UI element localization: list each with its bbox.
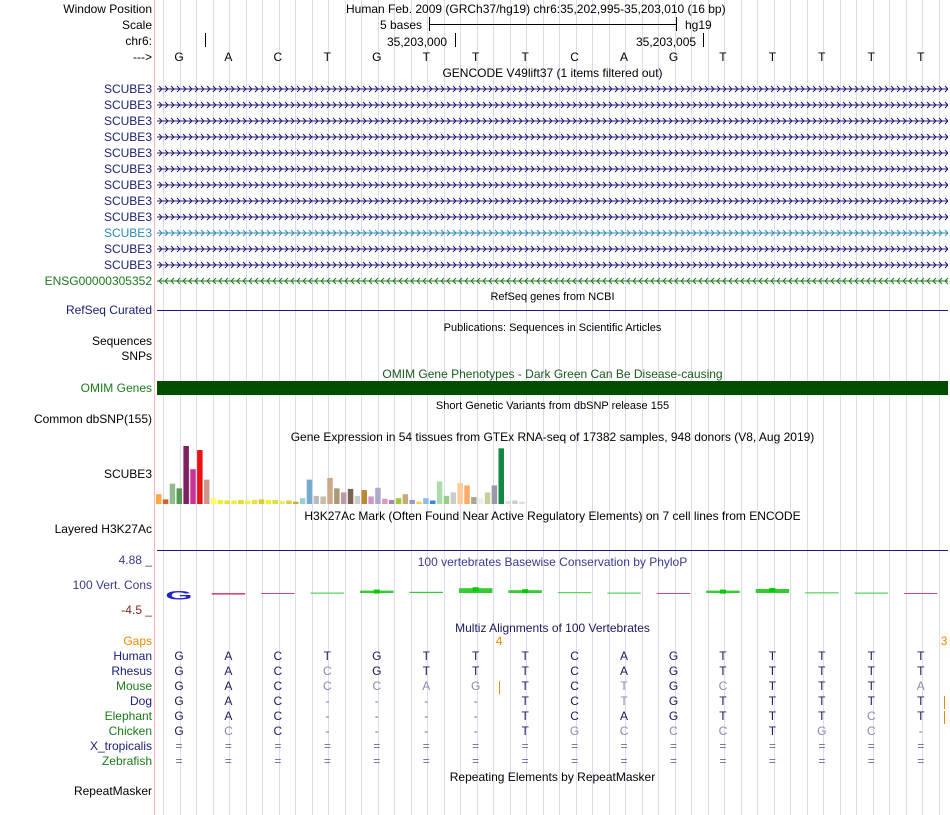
alignment-base: C	[372, 679, 382, 693]
alignment-base: G	[372, 649, 382, 663]
alignment-base: -	[374, 709, 379, 723]
alignment-base: C	[619, 724, 629, 738]
insertion-mark	[944, 696, 945, 709]
gtex-bar[interactable]	[396, 498, 402, 504]
alignment-base: T	[719, 694, 727, 708]
alignment-base: =	[571, 739, 579, 753]
alignment-base: T	[818, 694, 826, 708]
alignment-base: G	[668, 649, 679, 663]
sequence-base: T	[323, 50, 332, 64]
alignment-base: T	[472, 649, 480, 663]
gtex-bar[interactable]	[451, 492, 457, 504]
cons-marker	[473, 587, 479, 591]
alignment-base: C	[273, 679, 283, 693]
alignment-base: -	[424, 694, 429, 708]
gaps-label: Gaps	[123, 634, 152, 648]
alignment-base: =	[472, 754, 480, 768]
gencode-transcript[interactable]	[157, 115, 948, 127]
alignment-base: G	[174, 679, 184, 693]
gtex-bar[interactable]	[320, 496, 326, 504]
gencode-transcript[interactable]	[157, 275, 948, 287]
cons-bar	[558, 592, 591, 593]
alignment-base: G	[174, 694, 184, 708]
dbsnp-label[interactable]: Common dbSNP(155)	[33, 412, 152, 426]
alignment-base: C	[866, 724, 876, 738]
gencode-track-label[interactable]: SCUBE3	[103, 98, 152, 112]
gtex-bar[interactable]	[334, 488, 340, 504]
gencode-track-label[interactable]: SCUBE3	[103, 130, 152, 144]
scale-text: 5 bases	[380, 18, 423, 32]
alignment-base: C	[718, 679, 728, 693]
gtex-bar[interactable]	[375, 488, 381, 504]
alignment-base: C	[273, 724, 283, 738]
omim-title: OMIM Gene Phenotypes - Dark Green Can Be Disease-causing	[382, 367, 723, 381]
alignment-base: G	[174, 709, 184, 723]
alignment-base: T	[422, 664, 430, 678]
publications-title: Publications: Sequences in Scientific Articles	[443, 322, 662, 334]
window-position-label: Window Position	[63, 2, 152, 16]
gtex-bar[interactable]	[492, 485, 498, 504]
gencode-track-label[interactable]: SCUBE3	[103, 258, 152, 272]
gencode-track-label[interactable]: SCUBE3	[103, 114, 152, 128]
alignment-base: A	[422, 679, 431, 693]
alignment-base: G	[471, 679, 481, 693]
alignment-base: =	[818, 754, 826, 768]
alignment-base: C	[273, 664, 283, 678]
alignment-base: C	[273, 694, 283, 708]
gtex-bar[interactable]	[355, 496, 361, 504]
alignment-base: T	[719, 664, 727, 678]
alignment-base: =	[274, 739, 282, 753]
alignment-base: C	[323, 664, 332, 678]
alignment-base: T	[521, 664, 529, 678]
gtex-bar[interactable]	[177, 488, 183, 504]
alignment-base: T	[323, 649, 332, 663]
alignment-base: =	[669, 739, 677, 753]
gencode-track-label[interactable]: SCUBE3	[103, 82, 152, 96]
cons-bar	[261, 593, 294, 594]
position-title: Human Feb. 2009 (GRCh37/hg19) chr6:35,202,995-35,203,010 (16 bp)	[346, 2, 726, 16]
gtex-bar[interactable]	[382, 499, 388, 504]
alignment-base: =	[521, 739, 529, 753]
gencode-transcript[interactable]	[157, 243, 948, 255]
alignment-base: C	[570, 694, 579, 708]
alignment-base: T	[768, 664, 777, 678]
gtex-bar[interactable]	[300, 498, 306, 504]
gencode-transcript[interactable]	[157, 83, 948, 95]
alignment-base: G	[569, 724, 580, 738]
alignment-base: T	[917, 649, 925, 663]
gap-count: 4	[495, 634, 503, 648]
alignment-base: A	[224, 694, 233, 708]
alignment-base: =	[472, 739, 480, 753]
gtex-bar[interactable]	[430, 501, 436, 504]
species-label[interactable]: Elephant	[104, 709, 152, 723]
gencode-transcript[interactable]	[157, 227, 948, 239]
sequence-base: T	[768, 50, 777, 64]
alignment-base: =	[373, 754, 381, 768]
gtex-bar[interactable]	[327, 478, 333, 504]
strand-label: --->	[133, 50, 152, 64]
species-label[interactable]: Dog	[129, 694, 152, 708]
cons-logo-letter: G	[165, 588, 193, 603]
gencode-transcript[interactable]	[157, 179, 948, 191]
alignment-base: C	[570, 709, 579, 723]
alignment-base: T	[917, 694, 925, 708]
cons-marker	[522, 589, 528, 593]
gtex-bar[interactable]	[314, 496, 320, 504]
alignment-base: A	[224, 709, 233, 723]
alignment-base: =	[323, 754, 331, 768]
alignment-base: -	[374, 694, 379, 708]
refseq-title: RefSeq genes from NCBI	[490, 291, 615, 303]
omim-label[interactable]: OMIM Genes	[80, 381, 152, 395]
cons-max-label: 4.88 _	[118, 553, 152, 567]
gencode-transcript[interactable]	[157, 211, 948, 223]
gencode-transcript[interactable]	[157, 131, 948, 143]
h3k27ac-label[interactable]: Layered H3K27Ac	[54, 522, 152, 536]
alignment-base: G	[174, 724, 184, 738]
alignment-base: -	[473, 709, 478, 723]
alignment-base: T	[620, 679, 628, 693]
gtex-title: Gene Expression in 54 tissues from GTEx RNA-seq of 17382 samples, 948 donors (V8, Aug 2019)	[290, 430, 815, 444]
alignment-base: =	[571, 754, 579, 768]
alignment-base: G	[817, 724, 827, 738]
alignment-base: =	[224, 754, 232, 768]
gtex-bar[interactable]	[293, 502, 299, 504]
alignment-base: =	[422, 739, 430, 753]
sequence-base: G	[668, 50, 679, 64]
alignment-base: =	[422, 754, 430, 768]
ruler-tick	[703, 33, 704, 47]
sequence-base: C	[570, 50, 579, 64]
alignment-base: =	[620, 739, 628, 753]
alignment-base: T	[867, 664, 875, 678]
cons-plot[interactable]	[155, 568, 950, 618]
cons-bar	[855, 593, 888, 594]
gtex-bar[interactable]	[348, 489, 354, 504]
cons-bar	[311, 593, 344, 594]
gtex-bar[interactable]	[444, 496, 450, 504]
cons-min-label: -4.5 _	[121, 603, 152, 617]
alignment-base: T	[917, 709, 925, 723]
multiz-title: Multiz Alignments of 100 Vertebrates	[455, 621, 650, 635]
insertion-mark	[499, 681, 500, 694]
gtex-bar[interactable]	[307, 480, 313, 504]
alignment-base: -	[473, 724, 478, 738]
alignment-base: T	[422, 649, 430, 663]
sequence-base: G	[174, 50, 184, 64]
gtex-bar[interactable]	[457, 483, 463, 504]
gencode-title: GENCODE V49lift37 (1 items filtered out)	[442, 66, 663, 80]
chrom-label: chr6:	[125, 34, 152, 48]
gtex-bar[interactable]	[409, 500, 415, 504]
alignment-base: =	[917, 739, 925, 753]
h3k27ac-title: H3K27Ac Mark (Often Found Near Active Regulatory Elements) on 7 cell lines from ENCODE	[304, 509, 801, 523]
alignment-base: A	[620, 709, 629, 723]
alignment-base: C	[570, 649, 579, 663]
scale-bar	[429, 17, 677, 31]
alignment-base: -	[424, 709, 429, 723]
gtex-bar[interactable]	[471, 497, 477, 504]
alignment-base: T	[818, 664, 826, 678]
gtex-bar[interactable]	[389, 500, 395, 504]
alignment-base: T	[768, 649, 777, 663]
alignment-base: =	[224, 739, 232, 753]
ruler-tick	[205, 33, 206, 47]
alignment-base: T	[867, 694, 875, 708]
gtex-bar[interactable]	[231, 501, 237, 504]
alignment-base: T	[768, 724, 777, 738]
cons-bar	[904, 593, 937, 594]
gtex-bar[interactable]	[197, 450, 203, 504]
alignment-base: =	[175, 739, 183, 753]
dbsnp-title: Short Genetic Variants from dbSNP release 155	[435, 400, 670, 412]
alignment-base: G	[174, 649, 184, 663]
ruler-pos-2: 35,203,005	[636, 35, 697, 49]
gtex-bar[interactable]	[464, 485, 470, 504]
alignment-base: T	[768, 679, 777, 693]
alignment-base: A	[224, 649, 233, 663]
alignment-base: A	[620, 649, 629, 663]
gtex-bar[interactable]	[286, 501, 292, 504]
alignment-base: T	[818, 709, 826, 723]
gtex-bar[interactable]	[478, 498, 484, 504]
gtex-bar[interactable]	[403, 494, 409, 504]
alignment-base: =	[867, 739, 875, 753]
alignment-base: A	[916, 679, 925, 693]
alignment-base: T	[917, 664, 925, 678]
cons-marker	[720, 590, 726, 594]
alignment-base: T	[472, 664, 480, 678]
alignment-base: G	[668, 664, 679, 678]
cons-marker	[374, 590, 380, 594]
gtex-bar[interactable]	[163, 499, 169, 504]
gtex-bar[interactable]	[423, 498, 429, 504]
ruler-tick	[455, 33, 456, 47]
sequence-base: A	[224, 50, 233, 64]
alignment-base: =	[719, 739, 727, 753]
alignment-base: G	[372, 664, 382, 678]
alignment-base: T	[521, 709, 529, 723]
alignment-base: =	[274, 754, 282, 768]
alignment-base: =	[917, 754, 925, 768]
cons-label[interactable]: 100 Vert. Cons	[72, 578, 152, 592]
gtex-bar[interactable]	[259, 499, 265, 504]
gencode-transcript[interactable]	[157, 195, 948, 207]
alignment-base: -	[325, 694, 330, 708]
gtex-bar[interactable]	[225, 501, 231, 504]
alignment-base: -	[918, 724, 923, 738]
gencode-track-label[interactable]: SCUBE3	[103, 162, 152, 176]
alignment-base: =	[867, 754, 875, 768]
gtex-bar[interactable]	[437, 481, 443, 504]
refseq-line[interactable]	[157, 310, 948, 311]
alignment-base: A	[224, 664, 233, 678]
sequences-label[interactable]: Sequences	[91, 334, 152, 348]
gencode-transcript[interactable]	[157, 147, 948, 159]
gtex-bar[interactable]	[183, 446, 189, 504]
cons-title: 100 vertebrates Basewise Conservation by PhyloP	[417, 555, 688, 569]
h3k27ac-line	[157, 550, 948, 551]
alignment-base: C	[273, 709, 283, 723]
alignment-base: T	[719, 709, 727, 723]
sequence-base: A	[620, 50, 629, 64]
species-label[interactable]: Zebrafish	[101, 754, 152, 768]
sequence-base: T	[422, 50, 430, 64]
gtex-bar[interactable]	[362, 490, 368, 504]
ruler-pos-1: 35,203,000	[387, 35, 448, 49]
alignment-base: T	[867, 679, 875, 693]
alignment-base: A	[620, 664, 629, 678]
gtex-bar[interactable]	[156, 494, 162, 504]
gtex-bar[interactable]	[204, 480, 210, 504]
gtex-label[interactable]: SCUBE3	[103, 467, 152, 481]
alignment-base: =	[818, 739, 826, 753]
sequence-base: G	[372, 50, 382, 64]
alignment-base: C	[669, 724, 678, 738]
gtex-bar[interactable]	[252, 500, 258, 504]
gtex-bar[interactable]	[211, 498, 217, 504]
alignment-base: G	[668, 694, 679, 708]
alignment-base: =	[669, 754, 677, 768]
sequence-base: T	[917, 50, 925, 64]
species-label[interactable]: Chicken	[108, 724, 152, 738]
alignment-base: T	[768, 694, 777, 708]
gencode-track-label[interactable]: SCUBE3	[103, 178, 152, 192]
gtex-bar[interactable]	[245, 501, 251, 504]
gtex-bar[interactable]	[279, 501, 285, 504]
alignment-base: A	[224, 679, 233, 693]
alignment-base: -	[473, 694, 478, 708]
sequence-base: T	[521, 50, 529, 64]
alignment-base: C	[718, 724, 728, 738]
gtex-bar[interactable]	[170, 484, 176, 504]
alignment-base: G	[668, 679, 679, 693]
gencode-transcript[interactable]	[157, 163, 948, 175]
gtex-bar[interactable]	[505, 501, 511, 504]
alignment-base: =	[768, 754, 776, 768]
gencode-track-label[interactable]: SCUBE3	[103, 194, 152, 208]
alignment-base: T	[521, 724, 529, 738]
sequence-base: T	[818, 50, 826, 64]
alignment-base: T	[719, 649, 727, 663]
gtex-bar[interactable]	[485, 492, 491, 504]
repeatmasker-label[interactable]: RepeatMasker	[73, 784, 152, 798]
gap-count: 3	[940, 634, 948, 648]
insertion-mark	[944, 711, 945, 724]
alignment-base: -	[325, 709, 330, 723]
alignment-base: G	[668, 709, 679, 723]
gtex-bar[interactable]	[272, 500, 278, 504]
alignment-base: T	[768, 709, 777, 723]
alignment-base: =	[373, 739, 381, 753]
gtex-bar[interactable]	[266, 500, 272, 504]
alignment-base: C	[323, 679, 332, 693]
gtex-bar[interactable]	[190, 469, 196, 504]
alignment-base: -	[374, 724, 379, 738]
gencode-track-label[interactable]: ENSG00000305352	[44, 274, 152, 288]
alignment-base: C	[866, 709, 876, 723]
refseq-label[interactable]: RefSeq Curated	[65, 303, 152, 317]
cons-bar	[410, 592, 443, 593]
gtex-bar[interactable]	[416, 502, 422, 504]
alignment-base: -	[325, 724, 330, 738]
gtex-bar[interactable]	[499, 448, 505, 504]
alignment-base: T	[521, 694, 529, 708]
gencode-transcript[interactable]	[157, 99, 948, 111]
alignment-base: =	[521, 754, 529, 768]
alignment-base: C	[570, 679, 579, 693]
sequence-base: T	[472, 50, 480, 64]
cons-bar	[212, 593, 245, 595]
gtex-bar[interactable]	[218, 500, 224, 504]
alignment-base: G	[174, 664, 184, 678]
species-label[interactable]: X_tropicalis	[89, 739, 152, 753]
repeatmasker-title: Repeating Elements by RepeatMasker	[449, 770, 656, 784]
scale-label: Scale	[121, 18, 152, 32]
alignment-base: T	[818, 679, 826, 693]
species-label[interactable]: Human	[113, 649, 152, 663]
alignment-base: =	[719, 754, 727, 768]
cons-bar	[805, 592, 838, 593]
gencode-transcript[interactable]	[157, 259, 948, 271]
alignment-base: T	[818, 649, 826, 663]
gtex-bar[interactable]	[238, 500, 244, 504]
cons-bar	[657, 593, 690, 594]
gencode-track-label[interactable]: SCUBE3	[103, 146, 152, 160]
alignment-base: =	[768, 739, 776, 753]
alignment-base: =	[620, 754, 628, 768]
sequence-base: T	[867, 50, 875, 64]
gencode-track-label[interactable]: SCUBE3	[103, 210, 152, 224]
alignment-base: -	[424, 724, 429, 738]
alignment-base: =	[175, 754, 183, 768]
alignment-base: T	[521, 679, 529, 693]
snps-label[interactable]: SNPs	[121, 349, 152, 363]
sequence-base: C	[273, 50, 283, 64]
gtex-bar[interactable]	[341, 492, 347, 504]
cons-bar	[607, 593, 640, 594]
alignment-base: C	[570, 664, 579, 678]
alignment-base: T	[867, 649, 875, 663]
alignment-base: C	[273, 649, 283, 663]
gencode-track-label[interactable]: SCUBE3	[103, 242, 152, 256]
cons-marker	[769, 588, 775, 592]
alignment-base: =	[323, 739, 331, 753]
gtex-bar[interactable]	[512, 501, 518, 504]
gtex-bar[interactable]	[368, 496, 374, 504]
alignment-base: C	[224, 724, 233, 738]
gtex-bar-chart[interactable]	[155, 444, 950, 504]
gencode-track-label[interactable]: SCUBE3	[103, 226, 152, 240]
track-labels	[0, 0, 154, 815]
assembly-text: hg19	[685, 18, 712, 32]
alignment-base: T	[521, 649, 529, 663]
omim-bar[interactable]	[157, 381, 948, 395]
gtex-bar[interactable]	[519, 502, 525, 504]
species-label[interactable]: Rhesus	[111, 664, 152, 678]
alignment-base: T	[620, 694, 628, 708]
sequence-base: T	[719, 50, 727, 64]
species-label[interactable]: Mouse	[115, 679, 152, 693]
